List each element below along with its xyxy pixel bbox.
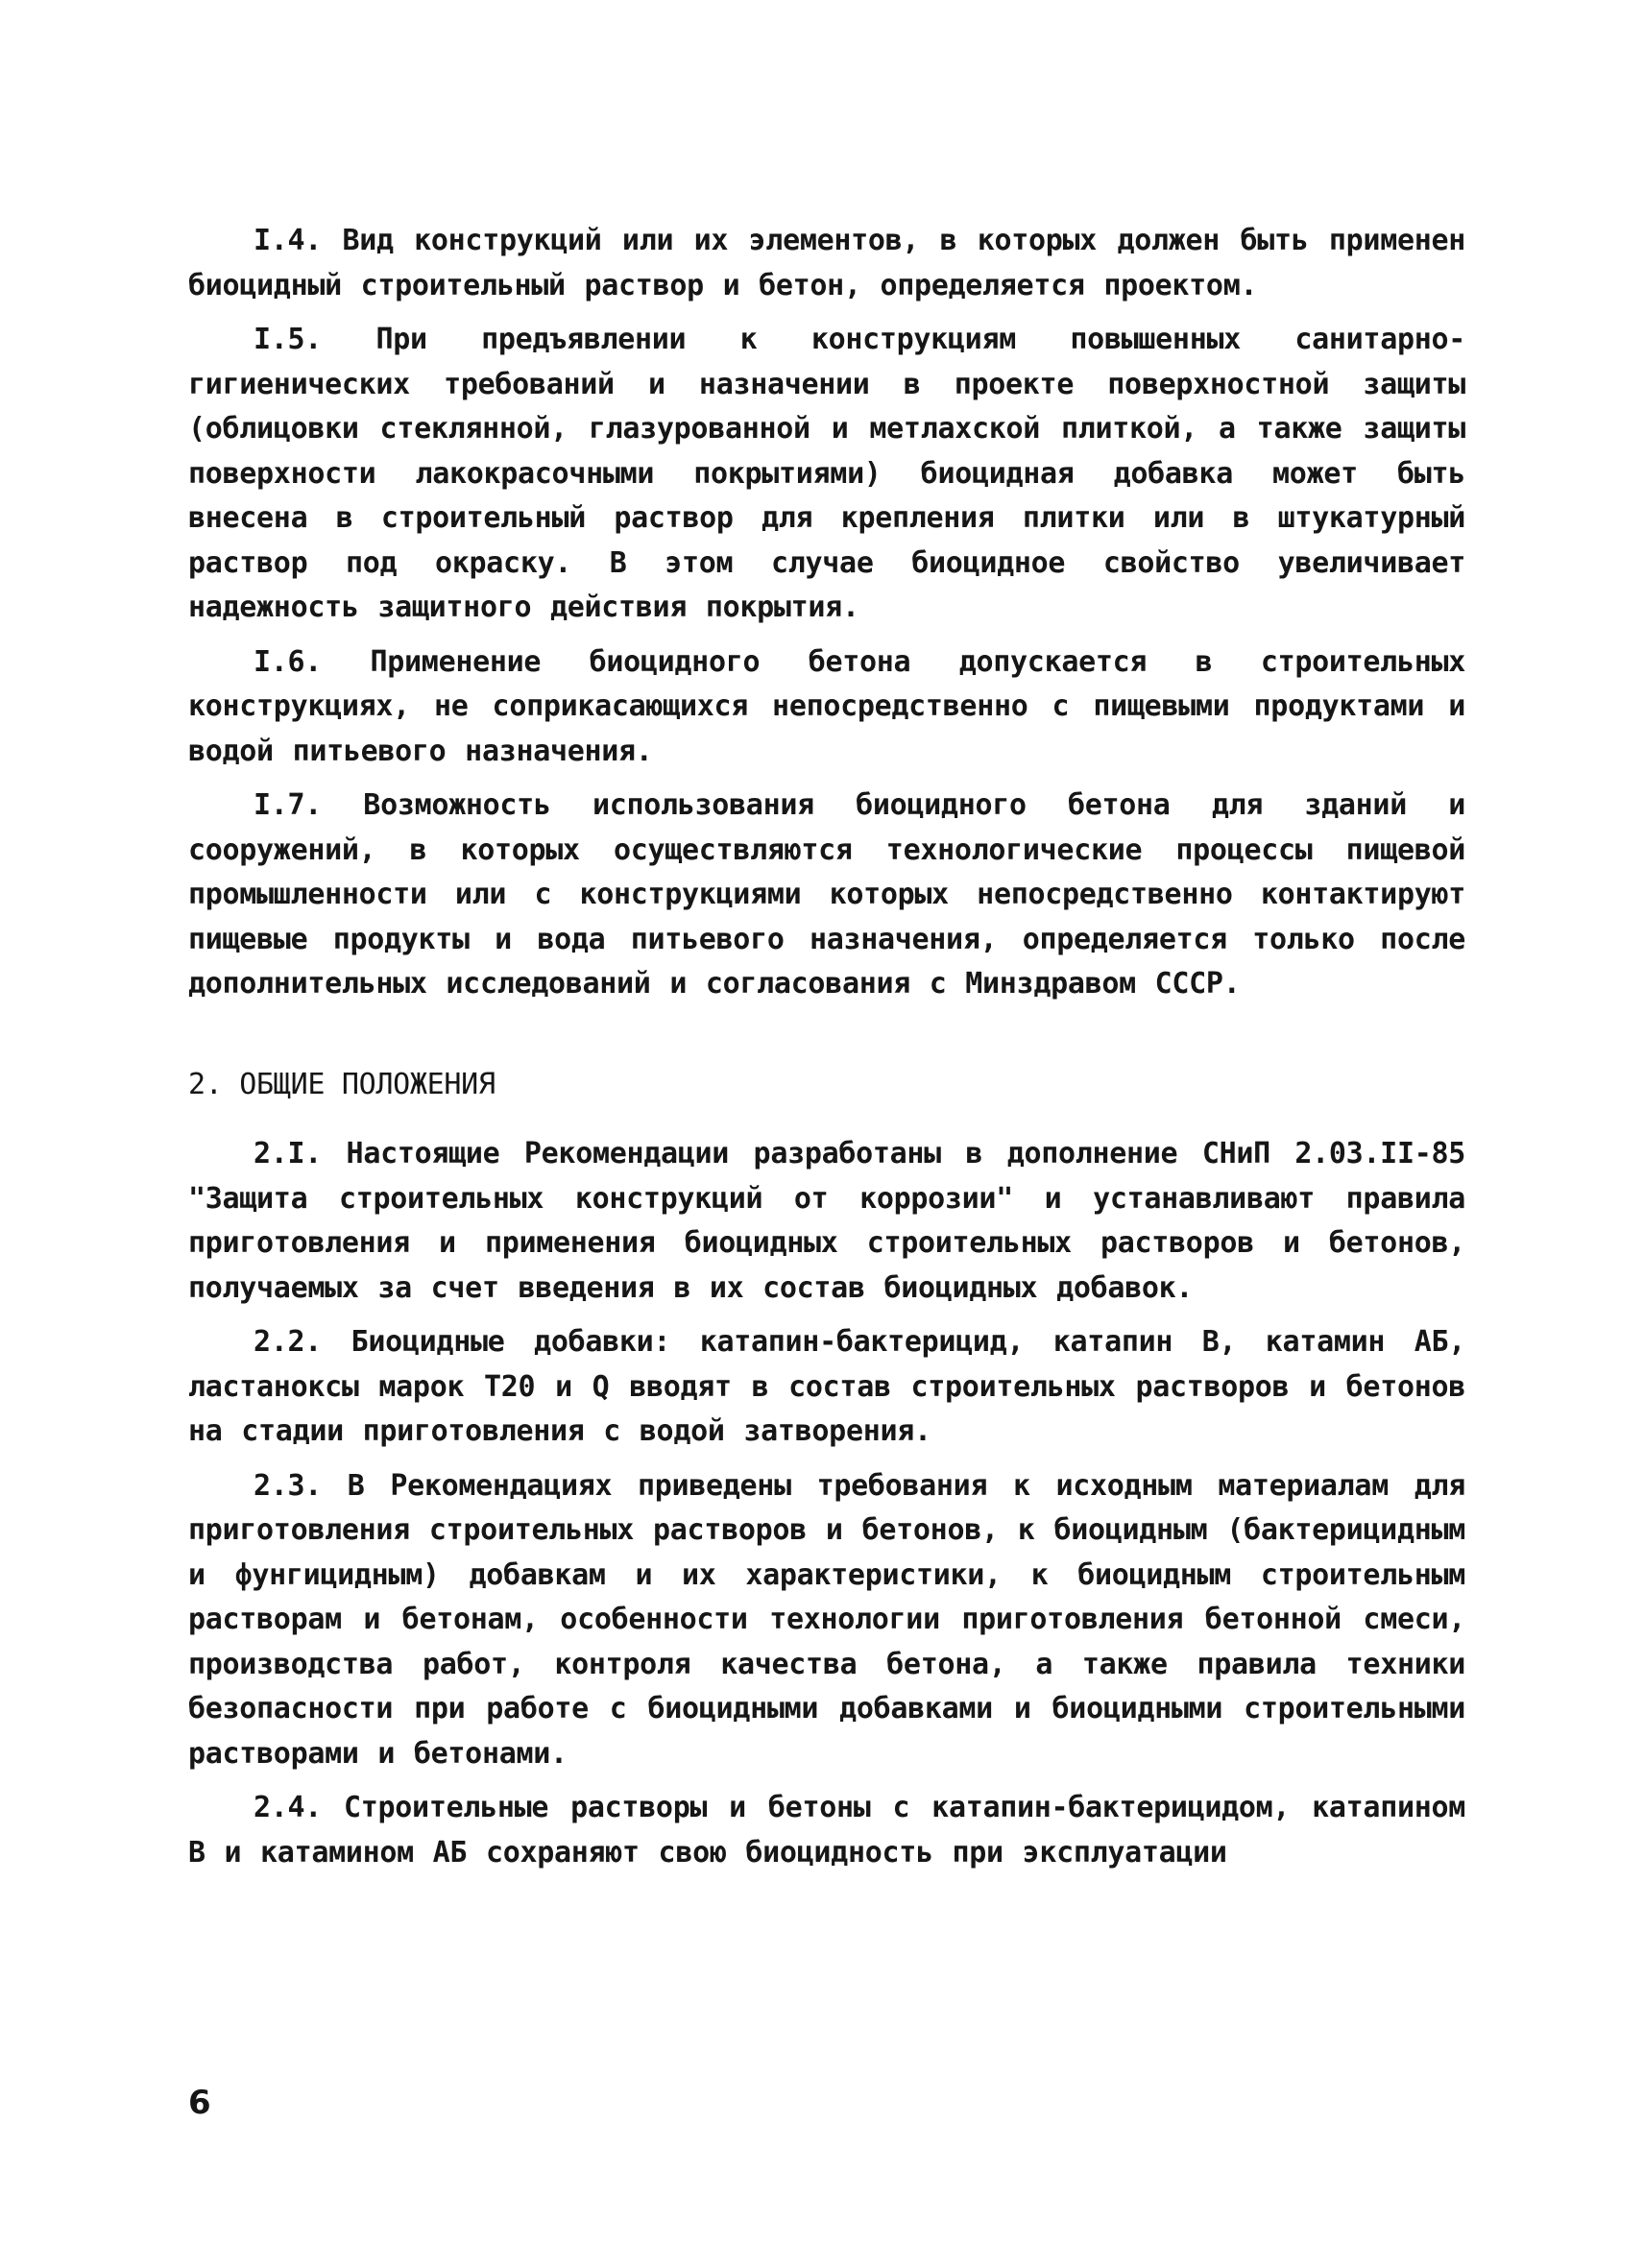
paragraph-2-2: 2.2. Биоцидные добавки: катапин-бактерицид, катапин В, катамин АБ, ластаноксы марок Т20 и Q вводят в состав строительных растворов и бетонов на стадии приготовления с водой затворения.	[188, 1325, 1465, 1448]
paragraph-2-3: 2.3. В Рекомендациях приведены требования к исходным материалам для приготовления строительных растворов и бетонов, к биоцидным (бактерицидным и фунгицидным) добавкам и их характеристики, к биоцидным строительным растворам и бетонам, особенности технологии приготовления бетонной смеси, производства работ, контроля качества бетона, а также правила техники безопасности при работе с биоцидными добавками и биоцидными строительными растворами и бетонами.	[188, 1468, 1465, 1771]
paragraph-2-4: 2.4. Строительные растворы и бетоны с катапин-бактерицидом, катапином В и катамином АБ сохраняют свою биоцидность при эксплуатации	[188, 1791, 1465, 1870]
paragraph-1-4: I.4. Вид конструкций или их элементов, в которых должен быть применен биоцидный строительный раствор и бетон, определяется проектом.	[188, 224, 1465, 302]
page-number: 6	[188, 2084, 211, 2122]
paragraph-1-5: I.5. При предъявлении к конструкциям повышенных санитарно-гигиенических требований и назначении в проекте поверхностной защиты (облицовки стеклянной, глазурованной и метлахской плиткой, а также защиты поверхности лакокрасочными покрытиями) биоцидная добавка может быть внесена в строительный раствор для крепления плитки или в штукатурный раствор под окраску. В этом случае биоцидное свойство увеличивает надежность защитного действия покрытия.	[188, 323, 1465, 624]
section-heading-general-provisions: 2. ОБЩИЕ ПОЛОЖЕНИЯ	[188, 1067, 496, 1101]
page-body	[188, 219, 1465, 1885]
paragraph-2-1: 2.I. Настоящие Рекомендации разработаны в дополнение СНиП 2.03.II-85 "Защита строительных конструкций от коррозии" и устанавливают правила приготовления и применения биоцидных строительных растворов и бетонов, получаемых за счет введения в их состав биоцидных добавок.	[188, 1137, 1465, 1305]
paragraph-1-7: I.7. Возможность использования биоцидного бетона для зданий и сооружений, в которых осуществляются технологические процессы пищевой промышленности или с конструкциями которых непосредственно контактируют пищевые продукты и вода питьевого назначения, определяется только после дополнительных исследований и согласования с Минздравом СССР.	[188, 788, 1465, 1001]
paragraph-1-6: I.6. Применение биоцидного бетона допускается в строительных конструкциях, не соприкасающихся непосредственно с пищевыми продуктами и водой питьевого назначения.	[188, 644, 1465, 768]
